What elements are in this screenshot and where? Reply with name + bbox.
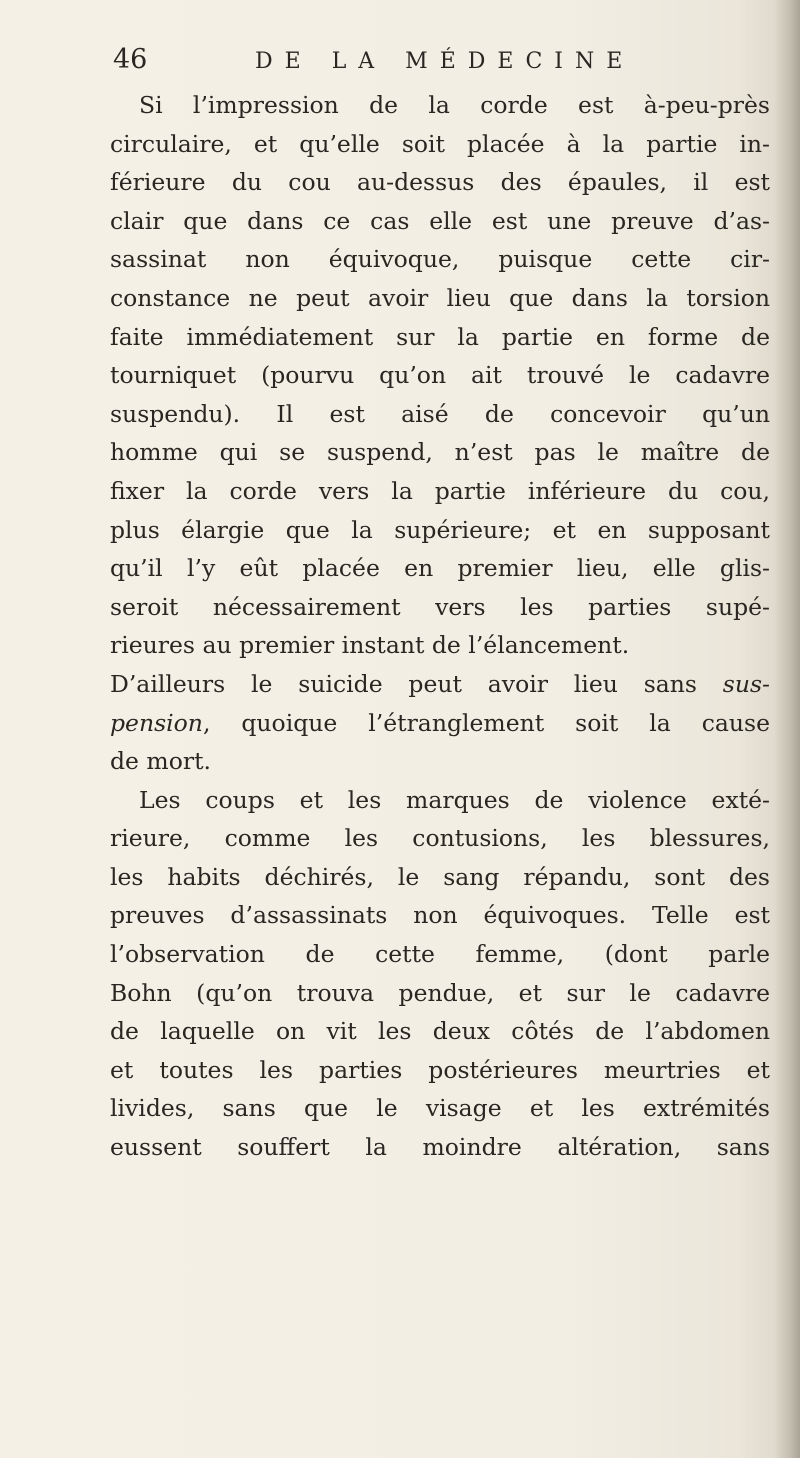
text-line-16 [110,665,770,704]
text-line-2: circulaire, et qu’elle soit placée à la partie in- [110,129,770,158]
text-line-18: de mort. [110,747,211,776]
text-line-26: et toutes les parties postérieures meurtries et [110,1055,770,1084]
text-line-21: les habits déchirés, le sang répandu, sont des [110,862,770,891]
text-line-4: clair que dans ce cas elle est une preuve d’as- [110,206,770,235]
text-line-8: tourniquet (pourvu qu’on ait trouvé le cadavre [110,361,770,390]
page-edge-shadow [774,0,800,1458]
text-line-22: preuves d’assassinats non équivoques. Telle est [110,901,770,930]
text-line-6: constance ne peut avoir lieu que dans la torsion [110,283,770,312]
text-line-14: seroit nécessairement vers les parties supé- [110,592,770,621]
text-line-11: fixer la corde vers la partie inférieure du cou, [110,476,770,505]
text-line-12: plus élargie que la supérieure; et en supposant [110,515,770,544]
text-line-17-rest: , quoique l’étranglement soit la cause [202,708,770,737]
text-line-19: Les coups et les marques de violence exté- [139,785,770,814]
text-line-15: rieures au premier instant de l’élancement. [110,631,630,660]
italic-word-sus: sus- [722,669,770,698]
text-line-28: eussent souffert la moindre altération, sans [110,1133,770,1162]
text-line-3: férieure du cou au-dessus des épaules, il est [110,168,770,197]
text-line-17 [110,704,770,743]
text-line-16-main: D’ailleurs le suicide peut avoir lieu sans [110,669,697,698]
text-line-27: livides, sans que le visage et les extrémités [110,1094,770,1123]
italic-word-pension: pension [110,708,203,737]
text-line-9: suspendu). Il est aisé de concevoir qu’un [110,399,770,428]
running-head: DE LA MÉDECINE [255,49,635,74]
text-line-20: rieure, comme les contusions, les blessures, [110,824,770,853]
text-line-5: sassinat non équivoque, puisque cette cir- [110,245,770,274]
text-line-10: homme qui se suspend, n’est pas le maître de [110,438,770,467]
page-header [113,38,773,82]
text-line-1: Si l’impression de la corde est à-peu-près [139,91,770,119]
text-line-24: Bohn (qu’on trouva pendue, et sur le cadavre [110,978,770,1007]
text-line-7: faite immédiatement sur la partie en forme de [110,322,770,351]
text-line-23: l’observation de cette femme, (dont parle [110,940,770,969]
page-number: 46 [113,44,148,75]
body-text [110,86,770,1167]
text-line-13: qu’il l’y eût placée en premier lieu, elle glis- [110,554,770,583]
text-line-25: de laquelle on vit les deux côtés de l’abdomen [110,1017,770,1046]
